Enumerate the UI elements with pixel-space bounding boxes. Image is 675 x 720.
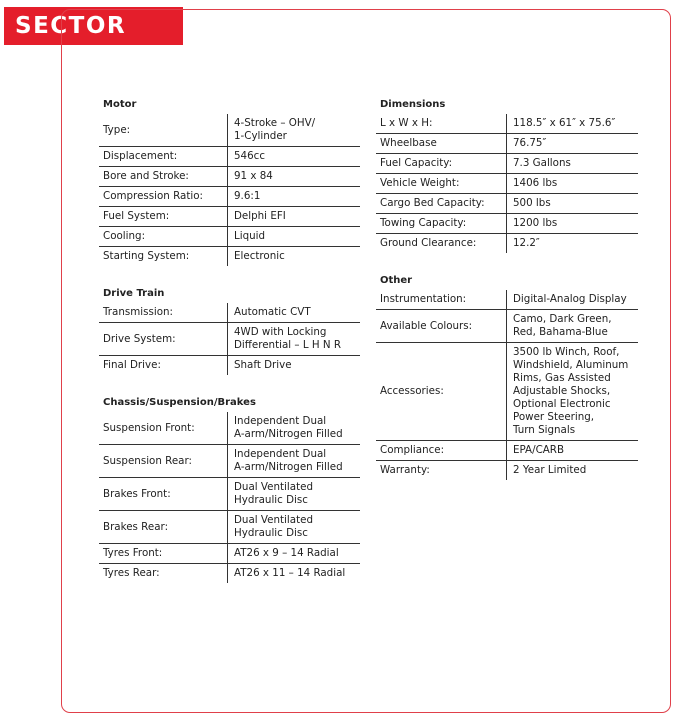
- spec-value: 2 Year Limited: [507, 461, 639, 481]
- spec-row: [376, 310, 638, 343]
- spec-value: Dual Ventilated Hydraulic Disc: [228, 478, 361, 511]
- spec-table: [99, 114, 360, 266]
- spec-row: [376, 134, 638, 154]
- spec-row: [99, 323, 360, 356]
- spec-row: [376, 461, 638, 481]
- spec-value: Independent Dual A-arm/Nitrogen Filled: [228, 445, 361, 478]
- spec-label: Tyres Front:: [103, 547, 163, 559]
- section-title: Drive Train: [103, 288, 165, 299]
- spec-table: [376, 290, 638, 480]
- model-title: SECTOR 550: [4, 7, 183, 45]
- spec-label: Starting System:: [103, 250, 190, 262]
- spec-value: Delphi EFI: [228, 207, 361, 227]
- spec-table: [99, 412, 360, 583]
- spec-row: [376, 154, 638, 174]
- spec-label: Warranty:: [380, 464, 430, 476]
- section-title: Motor: [103, 99, 137, 110]
- spec-value: 91 x 84: [228, 167, 361, 187]
- left-column: [99, 99, 360, 605]
- spec-row: [99, 227, 360, 247]
- spec-label: Vehicle Weight:: [380, 177, 460, 189]
- spec-label: Suspension Rear:: [103, 454, 193, 467]
- spec-label: Instrumentation:: [380, 293, 467, 305]
- spec-row: [376, 343, 638, 441]
- spec-value: 546cc: [228, 147, 361, 167]
- spec-label: Suspension Front:: [103, 421, 195, 434]
- spec-value: Dual Ventilated Hydraulic Disc: [228, 511, 361, 544]
- spec-row: [99, 564, 360, 584]
- spec-value: AT26 x 11 – 14 Radial: [228, 564, 361, 584]
- spec-label: Fuel Capacity:: [380, 157, 453, 169]
- spec-row: [99, 147, 360, 167]
- spec-label: Towing Capacity:: [380, 217, 467, 229]
- spec-value: 76.75″: [507, 134, 639, 154]
- spec-value: 118.5″ x 61″ x 75.6″: [507, 114, 639, 134]
- spec-label: Wheelbase: [380, 137, 437, 149]
- spec-label: L x W x H:: [380, 117, 433, 129]
- spec-value: Independent Dual A-arm/Nitrogen Filled: [228, 412, 361, 445]
- spec-row: [99, 247, 360, 267]
- spec-label: Displacement:: [103, 150, 178, 162]
- spec-row: [376, 114, 638, 134]
- spec-row: [376, 194, 638, 214]
- other-section: [376, 275, 638, 480]
- spec-value: 4WD with Locking Differential – L H N R: [228, 323, 361, 356]
- spec-value: Automatic CVT: [228, 303, 361, 323]
- spec-label: Cooling:: [103, 230, 146, 242]
- spec-label: Compliance:: [380, 444, 445, 456]
- spec-table: [376, 114, 638, 253]
- spec-row: [376, 290, 638, 310]
- spec-row: [99, 544, 360, 564]
- spec-value: 500 lbs: [507, 194, 639, 214]
- spec-label: Fuel System:: [103, 210, 170, 222]
- spec-row: [376, 234, 638, 254]
- spec-row: [376, 441, 638, 461]
- spec-label: Drive System:: [103, 332, 176, 345]
- spec-value: 9.6:1: [228, 187, 361, 207]
- spec-row: [99, 356, 360, 376]
- spec-row: [99, 412, 360, 445]
- spec-value: AT26 x 9 – 14 Radial: [228, 544, 361, 564]
- spec-row: [376, 174, 638, 194]
- spec-row: [99, 445, 360, 478]
- spec-value: 12.2″: [507, 234, 639, 254]
- spec-label: Transmission:: [103, 306, 173, 318]
- drive-train-section: [99, 288, 360, 375]
- spec-value: Camo, Dark Green, Red, Bahama-Blue: [507, 310, 639, 343]
- spec-row: [99, 478, 360, 511]
- spec-value: 1200 lbs: [507, 214, 639, 234]
- spec-row: [99, 167, 360, 187]
- spec-label: Compression Ratio:: [103, 190, 203, 202]
- spec-row: [99, 511, 360, 544]
- spec-value: 4-Stroke – OHV/ 1-Cylinder: [228, 114, 361, 147]
- spec-label: Tyres Rear:: [103, 567, 160, 579]
- chassis-suspension-brakes-section: [99, 397, 360, 583]
- spec-row: [99, 187, 360, 207]
- spec-value: 1406 lbs: [507, 174, 639, 194]
- section-title: Other: [380, 275, 413, 286]
- spec-value: Digital-Analog Display: [507, 290, 639, 310]
- spec-row: [99, 207, 360, 227]
- spec-row: [376, 214, 638, 234]
- spec-label: Ground Clearance:: [380, 237, 477, 249]
- section-title: Dimensions: [380, 99, 446, 110]
- spec-table: [99, 303, 360, 375]
- spec-label: Bore and Stroke:: [103, 170, 189, 182]
- spec-value: EPA/CARB: [507, 441, 639, 461]
- spec-label: Cargo Bed Capacity:: [380, 197, 485, 209]
- dimensions-section: [376, 99, 638, 253]
- spec-label: Available Colours:: [380, 319, 473, 332]
- spec-label: Brakes Front:: [103, 487, 171, 500]
- spec-value: 3500 lb Winch, Roof, Windshield, Aluminum Rims, Gas Assisted Adjustable Shocks, Optional Electronic Power Steering, Turn Signals: [507, 343, 639, 441]
- spec-row: [99, 303, 360, 323]
- spec-value: 7.3 Gallons: [507, 154, 639, 174]
- spec-row: [99, 114, 360, 147]
- spec-label: Accessories:: [380, 385, 444, 397]
- spec-label: Brakes Rear:: [103, 520, 169, 533]
- motor-section: [99, 99, 360, 266]
- spec-label: Type:: [103, 123, 131, 136]
- right-column: [376, 99, 638, 502]
- spec-label: Final Drive:: [103, 359, 161, 371]
- spec-value: Liquid: [228, 227, 361, 247]
- section-title: Chassis/Suspension/Brakes: [103, 397, 256, 408]
- spec-value: Shaft Drive: [228, 356, 361, 376]
- spec-value: Electronic: [228, 247, 361, 267]
